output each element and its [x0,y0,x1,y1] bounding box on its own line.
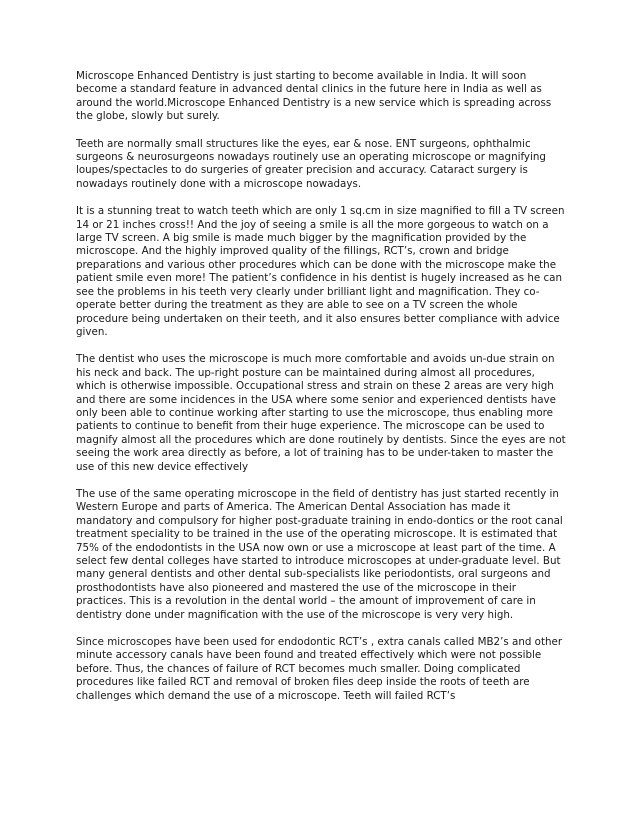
paragraph-adoption: The use of the same operating microscope in the field of dentistry has just started recently in Western Europe and parts of America. The American Dental Association has made it mandatory and compulsory for higher post-graduate training in endo-dontics or the root canal treatment speciality to be trained in the use of the operating microscope. It is estimated that 75% of the endodontists in the USA now own or use a microscope at least part of the time. A select few dental colleges have started to introduce microscopes at under-graduate level. But many general dentists and other dental sub-specialists like periodontists, oral surgeons and prosthodontists have also pioneered and mastered the use of the microscope in their practices. This is a revolution in the dental world – the amount of improvement of care in dentistry done under magnification with the use of the microscope is very very high. [76,487,563,621]
paragraph-intro: Microscope Enhanced Dentistry is just starting to become available in India. It will soon become a standard feature in advanced dental clinics in the future here in India as well as around the world.Microscope Enhanced Dentistry is a new service which is spreading across the globe, slowly but surely. [76,70,552,123]
document-body [76,70,568,717]
paragraph-dentist-comfort: The dentist who uses the microscope is much more comfortable and avoids un-due strain on his neck and back. The up-right posture can be maintained during almost all procedures, which is otherwise impossible. Occupational stress and strain on these 2 areas are very high and there are some incidences in the USA where some senior and experienced dentists have only been able to continue working after starting to use the microscope, thus enabling more patients to continue to benefit from their huge experience. The microscope can be used to magnify almost all the procedures which are done routinely by dentists. Since the eyes are not seeing the work area directly as before, a lot of training has to be under-taken to master the use of this new device effectively [76,353,566,473]
paragraph-endodontics: Since microscopes have been used for endodontic RCT’s , extra canals called MB2’s and other minute accessory canals have been found and treated effectively which were not possible before. Thus, the chances of failure of RCT becomes much smaller. Doing complicated procedures like failed RCT and removal of broken files deep inside the roots of teeth are challenges which demand the use of a microscope. Teeth will failed RCT’s [76,636,563,702]
paragraph-teeth-structures: Teeth are normally small structures like the eyes, ear & nose. ENT surgeons, ophthalmic surgeons & neurosurgeons nowadays routinely use an operating microscope or magnifying loupes/spectacles to do surgeries of greater precision and accuracy. Cataract surgery is nowadays routinely done with a microscope nowadays. [76,137,546,190]
paragraph-tv-magnification: It is a stunning treat to watch teeth which are only 1 sq.cm in size magnified to fill a TV screen 14 or 21 inches cross!! And the joy of seeing a smile is all the more gorgeous to watch on a large TV screen. A big smile is made much bigger by the magnification provided by the microscope. And the highly improved quality of the fillings, RCT’s, crown and bridge preparations and various other procedures which can be done with the microscope make the patient smile even more! The patient’s confidence in his dentist is hugely increased as he can see the problems in his teeth very clearly under brilliant light and magnification. They co-operate better during the treatment as they are able to see on a TV screen the whole procedure being undertaken on their teeth, and it also ensures better compliance with advice given. [76,205,565,338]
